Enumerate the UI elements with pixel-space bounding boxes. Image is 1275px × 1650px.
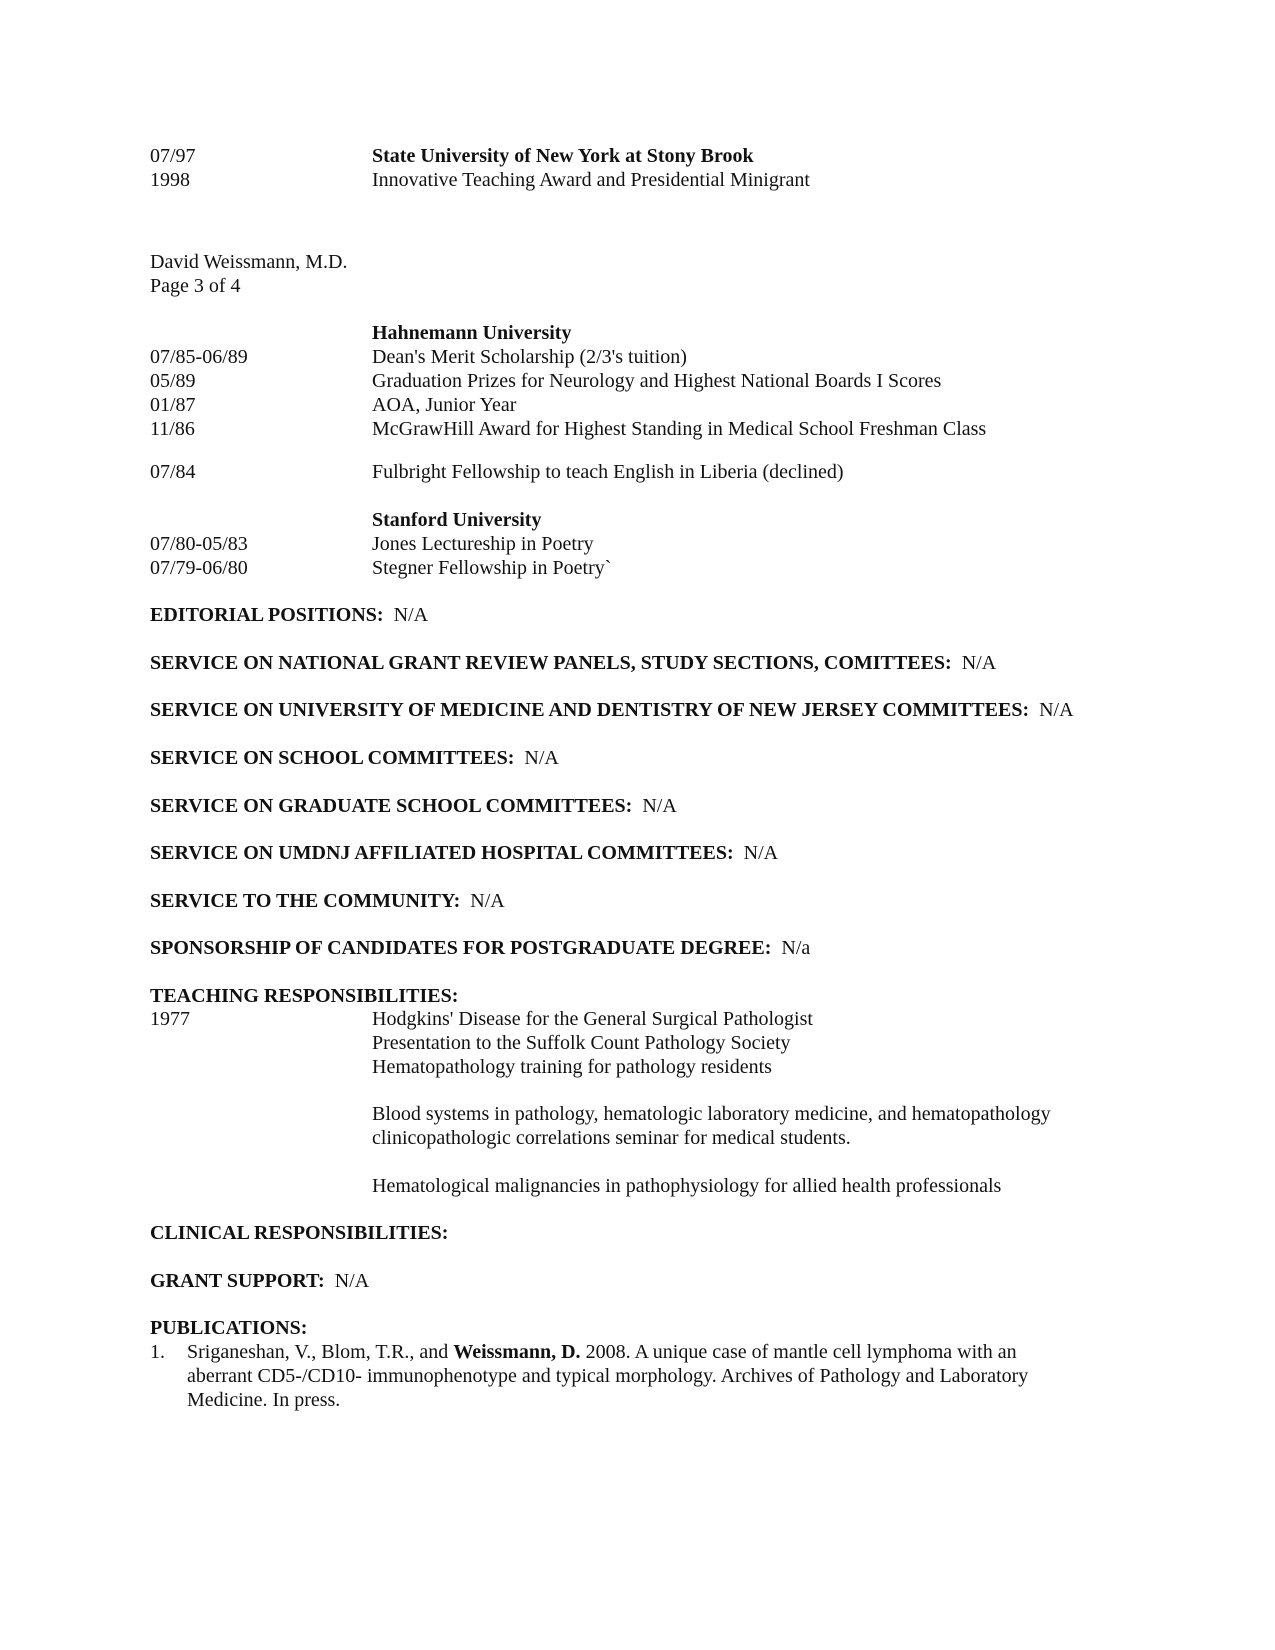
section-value: N/A [524, 747, 559, 769]
section-heading: SERVICE ON UMDNJ AFFILIATED HOSPITAL COMMITTEES: [150, 842, 734, 864]
teaching-heading: TEACHING RESPONSIBILITIES: [150, 985, 459, 1007]
section-heading: SERVICE ON GRADUATE SCHOOL COMMITTEES: [150, 795, 633, 817]
section-heading: SPONSORSHIP OF CANDIDATES FOR POSTGRADUATE DEGREE: [150, 937, 772, 959]
publication-line [187, 1340, 1017, 1364]
section-value: N/A [743, 842, 779, 864]
award-institution: State University of New York at Stony Brook [372, 145, 754, 167]
section-editorial-positions [150, 603, 428, 627]
section-heading: SERVICE ON SCHOOL COMMITTEES: [150, 747, 515, 769]
award-date: 07/85-06/89 [150, 346, 248, 368]
publication-title: 2008. A unique case of mantle cell lymphoma with an [580, 1341, 1017, 1363]
publication-author-highlight: Weissmann, D. [453, 1341, 581, 1363]
award-date: 07/84 [150, 461, 196, 483]
clinical-heading: CLINICAL RESPONSIBILITIES: [150, 1222, 449, 1244]
teaching-line: Hematological malignancies in pathophysiology for allied health professionals [372, 1175, 1002, 1197]
section-value: N/a [781, 937, 811, 959]
award-text: Jones Lectureship in Poetry [372, 533, 594, 555]
author-name: David Weissmann, M.D. [150, 251, 348, 273]
section-school-committees [150, 746, 559, 770]
award-date: 01/87 [150, 394, 196, 416]
section-hospital-committees [150, 841, 778, 865]
publication-line: Medicine. In press. [187, 1389, 341, 1411]
institution-heading: Hahnemann University [372, 322, 572, 344]
award-date: 11/86 [150, 418, 195, 440]
award-text: Stegner Fellowship in Poetry` [372, 557, 612, 579]
section-heading: SERVICE ON NATIONAL GRANT REVIEW PANELS, STUDY SECTIONS, COMITTEES: [150, 652, 952, 674]
section-heading: GRANT SUPPORT: [150, 1270, 325, 1292]
award-date: 07/79-06/80 [150, 557, 248, 579]
section-community-service [150, 889, 505, 913]
award-date: 07/97 [150, 145, 196, 167]
section-value: N/A [1039, 699, 1074, 721]
section-umdnj-committees [150, 698, 1074, 722]
award-text: McGrawHill Award for Highest Standing in Medical School Freshman Class [372, 418, 987, 440]
publication-line: aberrant CD5-/CD10- immunophenotype and typical morphology. Archives of Pathology and Laboratory [187, 1365, 1029, 1387]
award-date: 07/80-05/83 [150, 533, 248, 555]
teaching-line: Hodgkins' Disease for the General Surgical Pathologist [372, 1008, 813, 1030]
teaching-line: clinicopathologic correlations seminar for medical students. [372, 1127, 851, 1149]
award-text: AOA, Junior Year [372, 394, 517, 416]
section-value: N/A [642, 795, 677, 817]
teaching-line: Blood systems in pathology, hematologic laboratory medicine, and hematopathology [372, 1103, 1051, 1125]
section-heading: EDITORIAL POSITIONS: [150, 604, 384, 626]
section-heading: SERVICE ON UNIVERSITY OF MEDICINE AND DENTISTRY OF NEW JERSEY COMMITTEES: [150, 699, 1030, 721]
section-grant-support [150, 1269, 369, 1293]
section-value: N/A [393, 604, 429, 626]
publication-authors: Sriganeshan, V., Blom, T.R., and [187, 1341, 454, 1363]
award-date: 1998 [150, 169, 190, 191]
institution-heading: Stanford University [372, 509, 542, 531]
teaching-line: Hematopathology training for pathology residents [372, 1056, 772, 1078]
award-text: Graduation Prizes for Neurology and Highest National Boards I Scores [372, 370, 942, 392]
section-value: N/A [961, 652, 997, 674]
section-heading: SERVICE TO THE COMMUNITY: [150, 890, 461, 912]
award-text: Innovative Teaching Award and Presidential Minigrant [372, 169, 810, 191]
award-date: 05/89 [150, 370, 196, 392]
award-text: Dean's Merit Scholarship (2/3's tuition) [372, 346, 687, 368]
section-value: N/A [470, 890, 505, 912]
section-sponsorship [150, 936, 810, 960]
publication-number: 1. [150, 1341, 165, 1363]
page-number: Page 3 of 4 [150, 275, 241, 297]
award-text: Fulbright Fellowship to teach English in Liberia (declined) [372, 461, 844, 483]
publications-heading: PUBLICATIONS: [150, 1317, 308, 1339]
section-value: N/A [334, 1270, 370, 1292]
teaching-line: Presentation to the Suffolk Count Pathology Society [372, 1032, 791, 1054]
section-national-grant-review [150, 651, 996, 675]
teaching-date: 1977 [150, 1008, 190, 1030]
section-graduate-school-committees [150, 794, 677, 818]
